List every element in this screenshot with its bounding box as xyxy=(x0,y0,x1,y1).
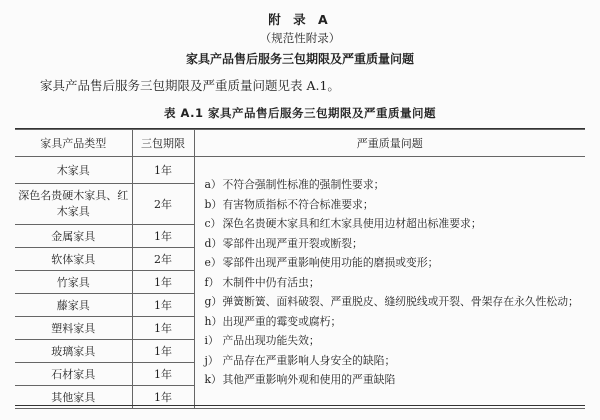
header-warranty-period: 三包期限 xyxy=(132,130,194,157)
appendix-subtitle: （规范性附录） xyxy=(259,31,341,45)
warranty-period: 1年 xyxy=(132,225,194,248)
intro-paragraph: 家具产品售后服务三包期限及严重质量问题见表 A.1。 xyxy=(40,78,340,93)
warranty-period: 1年 xyxy=(132,157,194,184)
warranty-period: 1年 xyxy=(132,386,194,409)
warranty-table xyxy=(15,129,585,409)
header-product-type: 家具产品类型 xyxy=(15,130,132,157)
product-type: 玻璃家具 xyxy=(15,340,132,363)
product-type: 其他家具 xyxy=(15,386,132,409)
product-type: 藤家具 xyxy=(15,294,132,317)
issue-item: g）弹簧断簧、面料破裂、严重脱皮、缝纫脱线或开裂、骨架存在永久性松动； xyxy=(204,295,579,309)
warranty-period: 2年 xyxy=(132,184,194,225)
table-caption: 表 A.1 家具产品售后服务三包期限及严重质量问题 xyxy=(164,106,436,120)
appendix-title: 附 录 A xyxy=(268,12,332,27)
issue-item: i） 产品出现功能失效； xyxy=(204,334,320,348)
table-bottom-rule xyxy=(15,405,585,406)
product-type: 石材家具 xyxy=(15,363,132,386)
issue-item: f） 木制件中仍有活虫； xyxy=(204,275,320,289)
issue-item: j） 产品存在严重影响人身安全的缺陷； xyxy=(204,353,396,367)
product-type: 深色名贵硬木家具、红木家具 xyxy=(15,184,132,225)
table-row xyxy=(15,157,585,184)
product-type: 金属家具 xyxy=(15,225,132,248)
warranty-period: 1年 xyxy=(132,317,194,340)
product-type: 塑料家具 xyxy=(15,317,132,340)
quality-issues-cell xyxy=(194,157,585,409)
issue-item: c）深色名贵硬木家具和红木家具使用边材超出标准要求； xyxy=(204,217,482,231)
issue-item: d）零部件出现严重开裂或断裂； xyxy=(204,236,363,250)
appendix-heading: 家具产品售后服务三包期限及严重质量问题 xyxy=(185,52,414,66)
header-quality-issues: 严重质量问题 xyxy=(194,130,585,157)
warranty-period: 1年 xyxy=(132,340,194,363)
table-header-row xyxy=(15,130,585,157)
warranty-period: 1年 xyxy=(132,363,194,386)
issue-item: h）出现严重的霉变或腐朽； xyxy=(204,314,342,328)
warranty-period: 2年 xyxy=(132,248,194,271)
product-type: 软体家具 xyxy=(15,248,132,271)
product-type: 竹家具 xyxy=(15,271,132,294)
product-type: 木家具 xyxy=(15,157,132,184)
issue-item: b）有害物质指标不符合标准要求； xyxy=(204,197,374,211)
warranty-period: 1年 xyxy=(132,294,194,317)
warranty-period: 1年 xyxy=(132,271,194,294)
issue-item: e）零部件出现严重影响使用功能的磨损或变形； xyxy=(204,256,439,270)
issue-item: k）其他严重影响外观和使用的严重缺陷 xyxy=(204,373,396,387)
issue-item: a）不符合强制性标准的强制性要求； xyxy=(204,178,385,192)
